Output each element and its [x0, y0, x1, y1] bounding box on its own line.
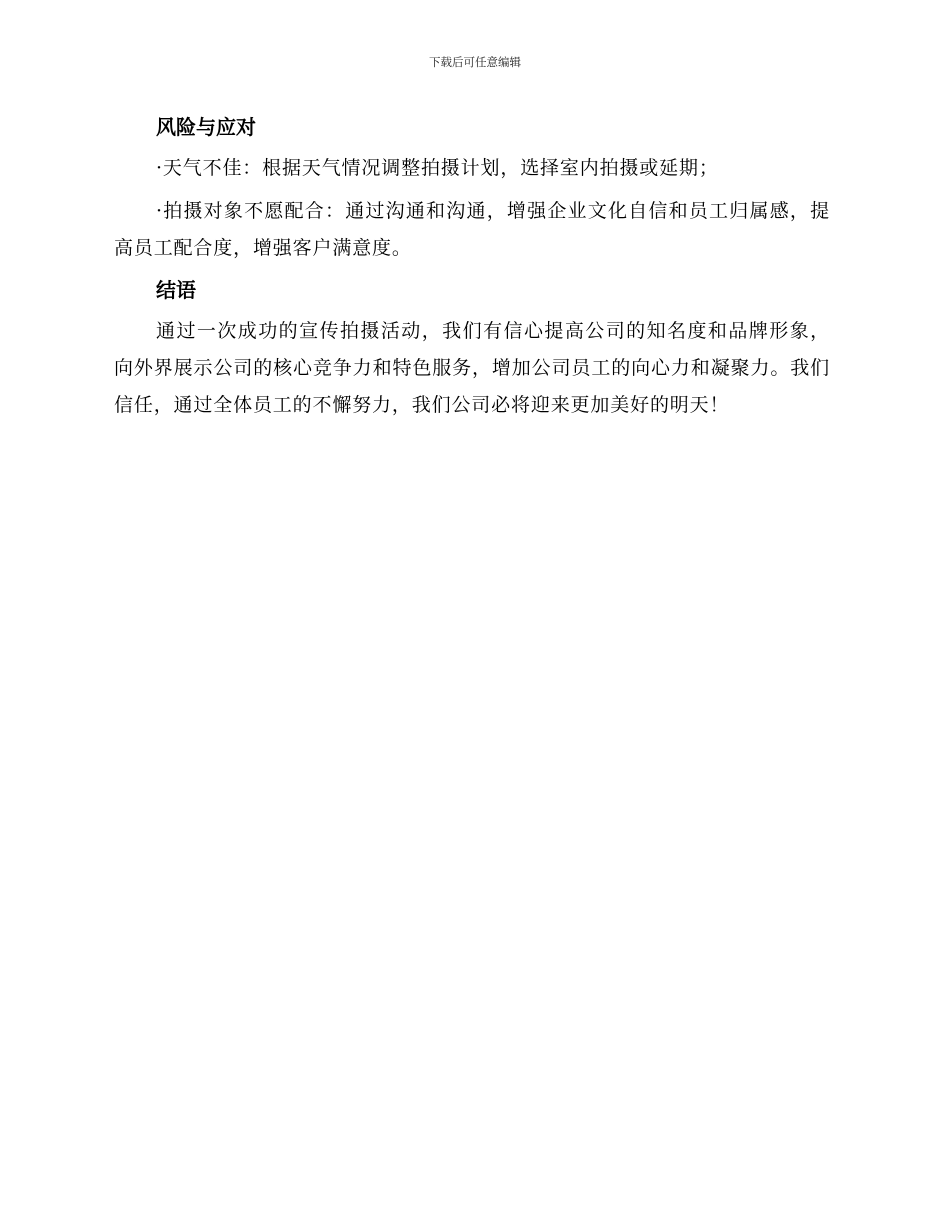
document-body: [114, 108, 830, 424]
section-heading-risk: 风险与应对: [156, 115, 256, 139]
risk-item-weather: ·天气不佳：根据天气情况调整拍摄计划，选择室内拍摄或延期；: [156, 157, 719, 179]
page-header: 下载后可任意编辑: [429, 55, 521, 69]
section-heading-conclusion: 结语: [156, 278, 196, 302]
conclusion-paragraph: 通过一次成功的宣传拍摄活动，我们有信心提高公司的知名度和品牌形象，向外界展示公司的核心竞争力和特色服务，增加公司员工的向心力和凝聚力。我们信任，通过全体员工的不懈努力，我们公司必将迎来更加美好的明天！: [114, 320, 830, 416]
risk-item-cooperation: ·拍摄对象不愿配合：通过沟通和沟通，增强企业文化自信和员工归属感，提高员工配合度，增强客户满意度。: [114, 200, 830, 259]
